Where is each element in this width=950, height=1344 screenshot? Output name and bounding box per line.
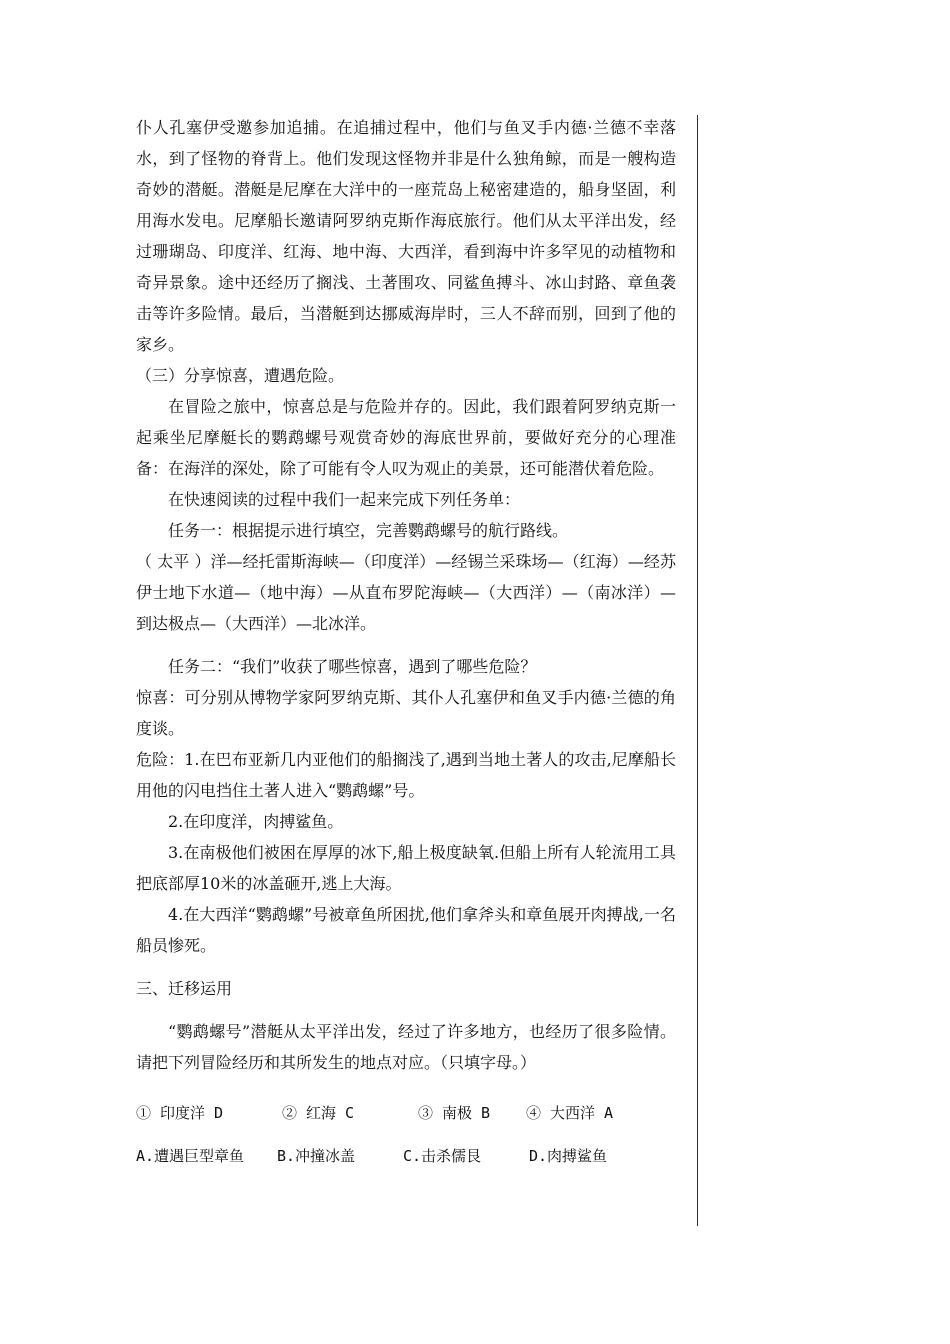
event-option: D.肉搏鲨鱼: [529, 1147, 608, 1165]
spacer: [136, 639, 676, 651]
event-option: B.冲撞冰盖: [277, 1147, 356, 1165]
section-heading-share-surprise: （三）分享惊喜，遭遇危险。: [136, 366, 345, 385]
place-option: ④ 大西洋 A: [526, 1104, 614, 1122]
spacer: [136, 1078, 676, 1098]
danger-item-4: 4.在大西洋“鹦鹉螺”号被章鱼所困扰,他们拿斧头和章鱼展开肉搏战,一名船员惨死。: [136, 905, 676, 955]
places-row: [136, 1098, 676, 1129]
spacer: [136, 1129, 676, 1141]
surprise-answer: 惊喜：可分别从博物学家阿罗纳克斯、其仆人孔塞伊和鱼叉手内德·兰德的角度谈。: [136, 688, 676, 738]
section-heading-transfer: 三、迁移运用: [136, 979, 233, 998]
margin-divider-line: [697, 115, 698, 1226]
text-column: [136, 112, 676, 1172]
task2-title: 任务二：“我们”收获了哪些惊喜，遇到了哪些危险？: [168, 657, 537, 676]
spacer: [136, 1004, 676, 1016]
place-option: ① 印度洋 D: [136, 1104, 224, 1122]
danger-item-3: 3.在南极他们被困在厚厚的冰下,船上极度缺氧.但船上所有人轮流用工具把底部厚10米的冰盖砸开,逃上大海。: [136, 843, 676, 893]
transfer-intro-paragraph: “鹦鹉螺号”潜艇从太平洋出发，经过了许多地方，也经历了很多险情。请把下列冒险经历和其所发生的地点对应。（只填字母。）: [136, 1022, 676, 1072]
danger-item-2: 2.在印度洋，肉搏鲨鱼。: [168, 812, 344, 831]
story-summary-paragraph: 仆人孔塞伊受邀参加追捕。在追捕过程中，他们与鱼叉手内德·兰德不幸落水，到了怪物的脊背上。他们发现这怪物并非是什么独角鲸，而是一艘构造奇妙的潜艇。潜艇是尼摩在大洋中的一座荒岛上秘密建造的，船身坚固，利用海水发电。尼摩船长邀请阿罗纳克斯作海底旅行。他们从太平洋出发，经过珊瑚岛、印度洋、红海、地中海、大西洋，看到海中许多罕见的动植物和奇异景象。途中还经历了搁浅、土著围攻、同鲨鱼搏斗、冰山封路、章鱼袭击等许多险情。最后，当潜艇到达挪威海岸时，三人不辞而别，回到了他的家乡。: [136, 118, 676, 354]
place-option: ② 红海 C: [282, 1104, 355, 1122]
adventure-intro-paragraph: 在冒险之旅中，惊喜总是与危险并存的。因此，我们跟着阿罗纳克斯一起乘坐尼摩艇长的鹦鹉螺号观赏奇妙的海底世界前，要做好充分的心理准备：在海洋的深处，除了可能有令人叹为观止的美景，还可能潜伏着危险。: [136, 397, 676, 478]
task1-route: （ 太平 ）洋—经托雷斯海峡—（印度洋）—经锡兰采珠场—（红海）—经苏伊士地下水道—（地中海）—从直布罗陀海峡—（大西洋）—（南冰洋）—到达极点—（大西洋）—北冰洋。: [136, 552, 676, 633]
place-option: ③ 南极 B: [418, 1104, 491, 1122]
event-option: C.击杀儒艮: [403, 1147, 482, 1165]
spacer: [136, 961, 676, 973]
task1-title: 任务一：根据提示进行填空，完善鹦鹉螺号的航行路线。: [168, 521, 569, 540]
task-intro-line: 在快速阅读的过程中我们一起来完成下列任务单：: [168, 490, 521, 509]
event-option: A.遭遇巨型章鱼: [136, 1147, 245, 1165]
danger-item-1: 危险：1.在巴布亚新几内亚他们的船搁浅了,遇到当地土著人的攻击,尼摩船长用他的闪电挡住土著人进入“鹦鹉螺”号。: [136, 750, 676, 800]
events-row: [136, 1141, 676, 1172]
